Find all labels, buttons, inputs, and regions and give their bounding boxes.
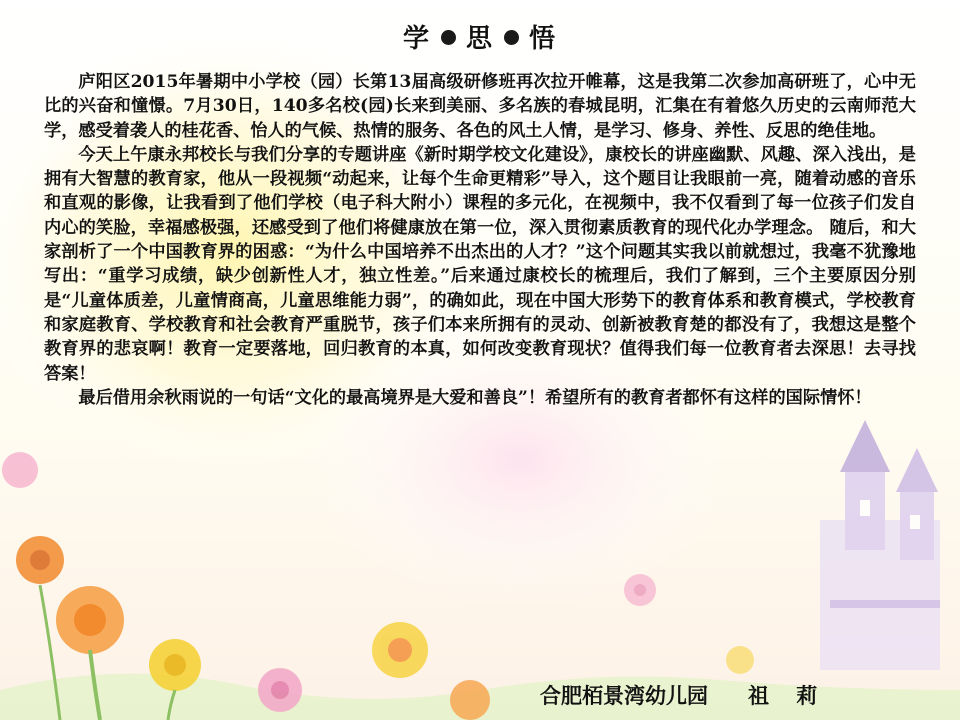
bullet-dot-icon — [504, 30, 519, 45]
paragraph-2: 今天上午康永邦校长与我们分享的专题讲座《新时期学校文化建设》，康校长的讲座幽默、风趣、深入浅出，是拥有大智慧的教育家，他从一段视频“动起来，让每个生命更精彩”导入，这个题目让我眼前一亮，随着动感的音乐和直观的影像，让我看到了他们学校（电子科大附小）课程的多元化，在视频中，我不仅看到了每一位孩子们发自内心的笑脸，幸福感极强，还感受到了他们将健康放在第一位，深入贯彻素质教育的现代化办学理念。 随后，和大家剖析了一个中国教育界的困惑：“为什么中国培养不出杰出的人才？”这个问题其实我以前就想过，我毫不犹豫地写出：“重学习成绩，缺少创新性人才，独立性差。”后来通过康校长的梳理后，我们了解到，三个主要原因分别是“儿童体质差，儿童情商高，儿童思维能力弱”，的确如此，现在中国大形势下的教育体系和教育模式，学校教育和家庭教育、学校教育和社会教育严重脱节，孩子们本来所拥有的灵动、创新被教育楚的都没有了，我想这是整个教育界的悲哀啊！教育一定要落地，回归教育的本真，如何改变教育现状？值得我们每一位教育者去深思！去寻找答案！ — [44, 144, 916, 384]
paragraph-1: 庐阳区2015年暑期中小学校（园）长第13届高级研修班再次拉开帷幕，这是我第二次参加高研班了，心中无比的兴奋和憧憬。7月30日，140多名校(园)长来到美丽、多名族的春城昆明，汇集在有着悠久历史的云南师范大学，感受着袭人的桂花香、怡人的气候、热情的服务、各色的风土人情，是学习、修身、养性、反思的绝佳地。 — [44, 72, 916, 141]
page-title — [0, 18, 960, 55]
bullet-dot-icon — [441, 30, 456, 45]
title-part-realize: 悟 — [529, 24, 558, 54]
signature — [540, 680, 827, 710]
title-part-learn: 学 — [402, 24, 431, 54]
signature-school: 合肥栢景湾幼儿园 — [540, 684, 708, 708]
paragraph-3: 最后借用余秋雨说的一句话“文化的最高境界是大爱和善良”！希望所有的教育者都怀有这样的国际情怀！ — [78, 387, 872, 408]
signature-author: 祖 莉 — [748, 684, 828, 708]
article-body — [44, 70, 916, 410]
title-part-think: 思 — [465, 24, 494, 54]
